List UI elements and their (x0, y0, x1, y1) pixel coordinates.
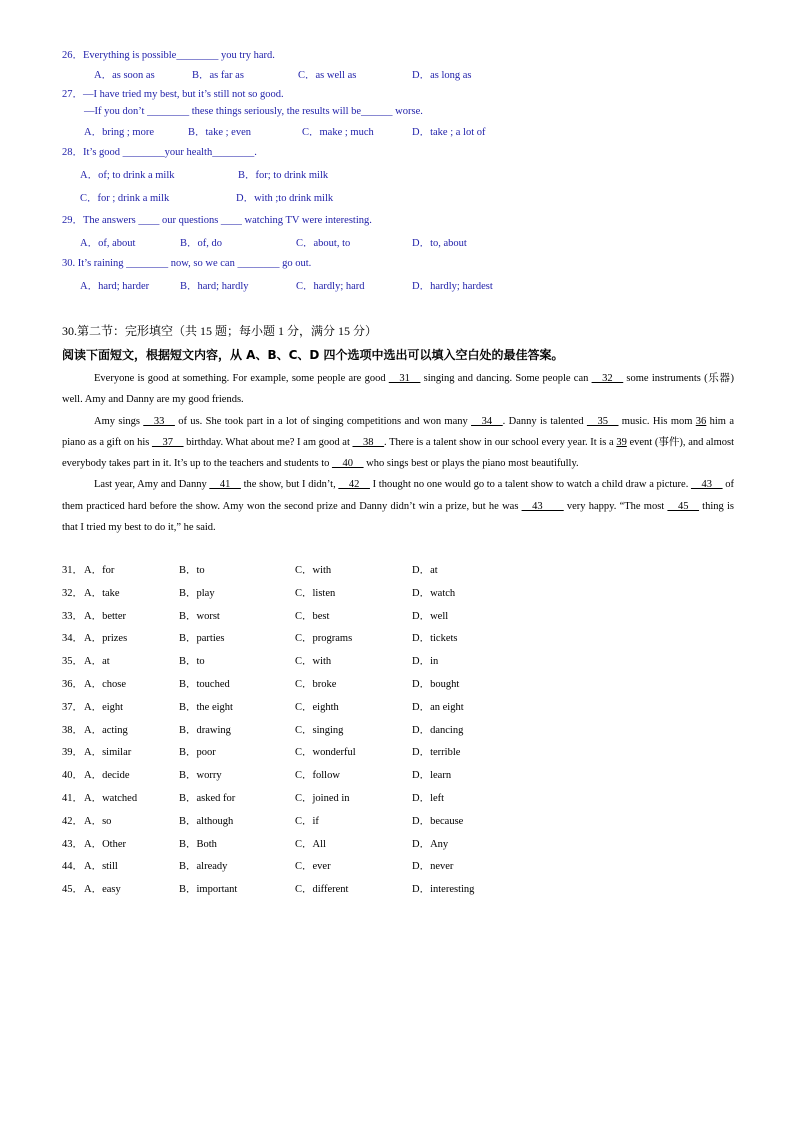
answer-option: B．although (179, 815, 234, 827)
answer-option: D．bought (412, 679, 460, 690)
answer-option: B．poor (179, 747, 216, 759)
blank: __45__ (667, 500, 699, 512)
answer-option: A．decide (84, 770, 130, 782)
q28-option-b: B．for; to drink milk (238, 170, 329, 181)
answer-option: C．programs (295, 633, 353, 645)
answer-option: B．already (179, 861, 228, 873)
passage-text: of us. She took part in a lot of singing competitions and won many (174, 415, 472, 427)
answer-option: C．with (295, 565, 332, 576)
blank: __34__ (471, 415, 503, 427)
question-number: 36． (62, 679, 83, 690)
answer-option: B．parties (179, 633, 225, 645)
q29-option-a: A．of, about (80, 238, 136, 249)
answer-option: B．important (179, 884, 238, 896)
answer-option: C．eighth (295, 701, 339, 713)
passage-text: very happy. “The most (563, 500, 668, 512)
question-number: 33． (62, 610, 83, 622)
answer-option: D．interesting (412, 884, 475, 896)
passage-text: singing and dancing. Some people can (420, 373, 592, 384)
blank: __33__ (143, 415, 175, 427)
answer-option: D．an eight (412, 701, 464, 713)
answer-option: A．still (84, 861, 118, 873)
answer-option: B．worry (179, 770, 222, 782)
answer-option: A．for (84, 565, 115, 576)
q27-option-a: A．bring ; more (84, 127, 154, 138)
question-number: 37． (62, 701, 83, 713)
q29-option-c: C．about, to (296, 238, 351, 249)
answer-option: B．the eight (179, 701, 233, 713)
answer-option: A．Other (84, 838, 126, 850)
passage-text: music. His mom (618, 415, 696, 427)
question-number: 45． (62, 884, 83, 896)
q28-option-d: D．with ;to drink milk (236, 193, 334, 204)
answer-option: A．better (84, 610, 126, 622)
answer-option: D．because (412, 815, 464, 827)
answer-option: A．eight (84, 701, 124, 713)
answer-option: D．well (412, 610, 449, 622)
q30-stem: 30. It’s raining ________ now, so we can ________ go out. (62, 258, 312, 269)
answer-option: A．similar (84, 747, 132, 759)
answer-option: D．never (412, 861, 454, 873)
blank: __37__ (151, 436, 184, 448)
blank: 36 (695, 415, 707, 427)
section-title: 30.第二节：完形填空（共 15 题；每小题 1 分，满分 15 分） (62, 324, 378, 338)
blank: __35__ (586, 415, 619, 427)
blank: __41__ (209, 479, 241, 491)
blank: __31__ (388, 373, 421, 384)
answer-option: A．easy (84, 884, 121, 896)
answer-option: D．at (412, 565, 438, 576)
answer-option: B．to (179, 656, 205, 668)
passage-text: of them practiced hard before the show. Amy won the second prize and Danny didn’t win a prize, but he was (62, 479, 734, 512)
question-number: 38． (62, 724, 83, 736)
answer-option: B．play (179, 587, 215, 599)
question-number: 41． (62, 793, 83, 804)
passage-text: I thought no one would go to a talent show to watch a child draw a picture. (369, 479, 692, 491)
q28-stem: 28．It’s good ________your health________. (62, 147, 257, 158)
passage-text: him a piano as a gift on his (62, 415, 735, 448)
passage-paragraph-2 (62, 411, 734, 475)
answer-option: B．Both (179, 838, 217, 850)
passage-text: who sings best or plays the piano most beautifully. (363, 458, 579, 470)
q26-option-b: B．as far as (192, 70, 244, 81)
answer-option: C．broke (295, 679, 337, 690)
question-number: 39． (62, 747, 83, 759)
blank: __43____ (521, 500, 564, 512)
question-number: 40． (62, 770, 83, 782)
q29-option-d: D．to, about (412, 238, 467, 249)
answer-option: C．follow (295, 770, 340, 782)
passage-text: Amy sings (94, 415, 144, 427)
passage-text: birthday. What about me? I am good at (183, 436, 353, 448)
question-number: 44． (62, 861, 83, 873)
question-number: 35． (62, 656, 83, 668)
question-number: 32． (62, 587, 83, 599)
cloze-passage (62, 368, 734, 538)
section-instruction: 阅读下面短文，根据短文内容，从 A、B、C、D 四个选项中选出可以填入空白处的最佳答案。 (62, 348, 564, 362)
answer-option: A．at (84, 656, 110, 668)
answer-option: A．watched (84, 793, 138, 804)
passage-text: the show, but I didn’t, (240, 479, 339, 491)
blank: __38__ (352, 436, 385, 448)
answer-option: C．All (295, 838, 326, 850)
blank: __43__ (691, 479, 723, 491)
answer-option: B．drawing (179, 724, 231, 736)
question-number: 42． (62, 815, 83, 827)
question-number: 31． (62, 565, 83, 576)
answer-option: D．left (412, 793, 445, 804)
blank: __40__ (332, 458, 364, 470)
answer-option: D．terrible (412, 747, 461, 759)
answer-option: B．to (179, 565, 205, 576)
q29-option-b: B．of, do (180, 238, 222, 249)
q30-option-d: D．hardly; hardest (412, 281, 493, 292)
answer-option: B．asked for (179, 793, 236, 804)
passage-paragraph-3 (62, 474, 734, 538)
q29-stem: 29．The answers ____ our questions ____ watching TV were interesting. (62, 215, 372, 226)
passage-text: . There is a talent show in our school every year. It is a (384, 436, 617, 448)
q26-stem: 26．Everything is possible________ you try hard. (62, 50, 275, 61)
q30-option-c: C．hardly; hard (296, 281, 365, 292)
answer-option: B．touched (179, 679, 230, 690)
q30-option-a: A．hard; harder (80, 281, 150, 292)
passage-text: thing is that I tried my best to do it,” he said. (62, 500, 734, 534)
passage-paragraph-1 (62, 368, 734, 411)
answer-option: A．take (84, 587, 120, 599)
answer-option: C．different (295, 884, 349, 896)
passage-text: . Danny is talented (502, 415, 587, 427)
answer-option: A．so (84, 815, 112, 827)
q27-option-c: C．make ; much (302, 127, 374, 138)
answer-option: D．tickets (412, 633, 458, 645)
q28-option-a: A．of; to drink a milk (80, 170, 175, 181)
answer-option: C．joined in (295, 793, 350, 804)
passage-text: Last year, Amy and Danny (94, 479, 210, 491)
answer-option: D．watch (412, 587, 456, 599)
q30-option-b: B．hard; hardly (180, 281, 249, 292)
question-number: 34． (62, 633, 83, 645)
answer-option: C．with (295, 656, 332, 668)
question-number: 43． (62, 838, 83, 850)
q27-stem-2: —If you don’t ________ these things seriously, the results will be______ worse. (84, 106, 423, 117)
answer-option: C．listen (295, 587, 336, 599)
passage-text: Everyone is good at something. For example, some people are good (94, 373, 389, 384)
blank: __32__ (591, 373, 624, 384)
q27-stem: 27．—I have tried my best, but it’s still not so good. (62, 89, 284, 100)
answer-option: A．acting (84, 724, 128, 736)
answer-option: C．singing (295, 724, 344, 736)
answer-option: C．ever (295, 861, 331, 873)
answer-option: D．dancing (412, 724, 464, 736)
answer-option: D．learn (412, 770, 452, 782)
q26-option-d: D．as long as (412, 70, 472, 81)
passage-text: event (事件), and almost everybody takes part in it. It’s up to the teachers and students to (62, 436, 735, 470)
q26-option-c: C．as well as (298, 70, 357, 81)
q26-option-a: A．as soon as (94, 70, 155, 81)
answer-option: C．wonderful (295, 747, 356, 759)
q28-option-c: C．for ; drink a milk (80, 193, 170, 204)
q27-option-d: D．take ; a lot of (412, 127, 486, 138)
answer-option: C．if (295, 815, 319, 827)
blank: 39 (616, 436, 627, 448)
answer-option: A．prizes (84, 633, 128, 645)
answer-option: A．chose (84, 679, 126, 690)
answer-option: B．worst (179, 610, 220, 622)
answer-option: C．best (295, 610, 330, 622)
blank: __42__ (338, 479, 370, 491)
q27-option-b: B．take ; even (188, 127, 251, 138)
answer-option: D．Any (412, 838, 449, 850)
passage-text: some instruments (乐器) well. Amy and Danny are my good friends. (62, 373, 735, 406)
answer-option: D．in (412, 656, 439, 668)
